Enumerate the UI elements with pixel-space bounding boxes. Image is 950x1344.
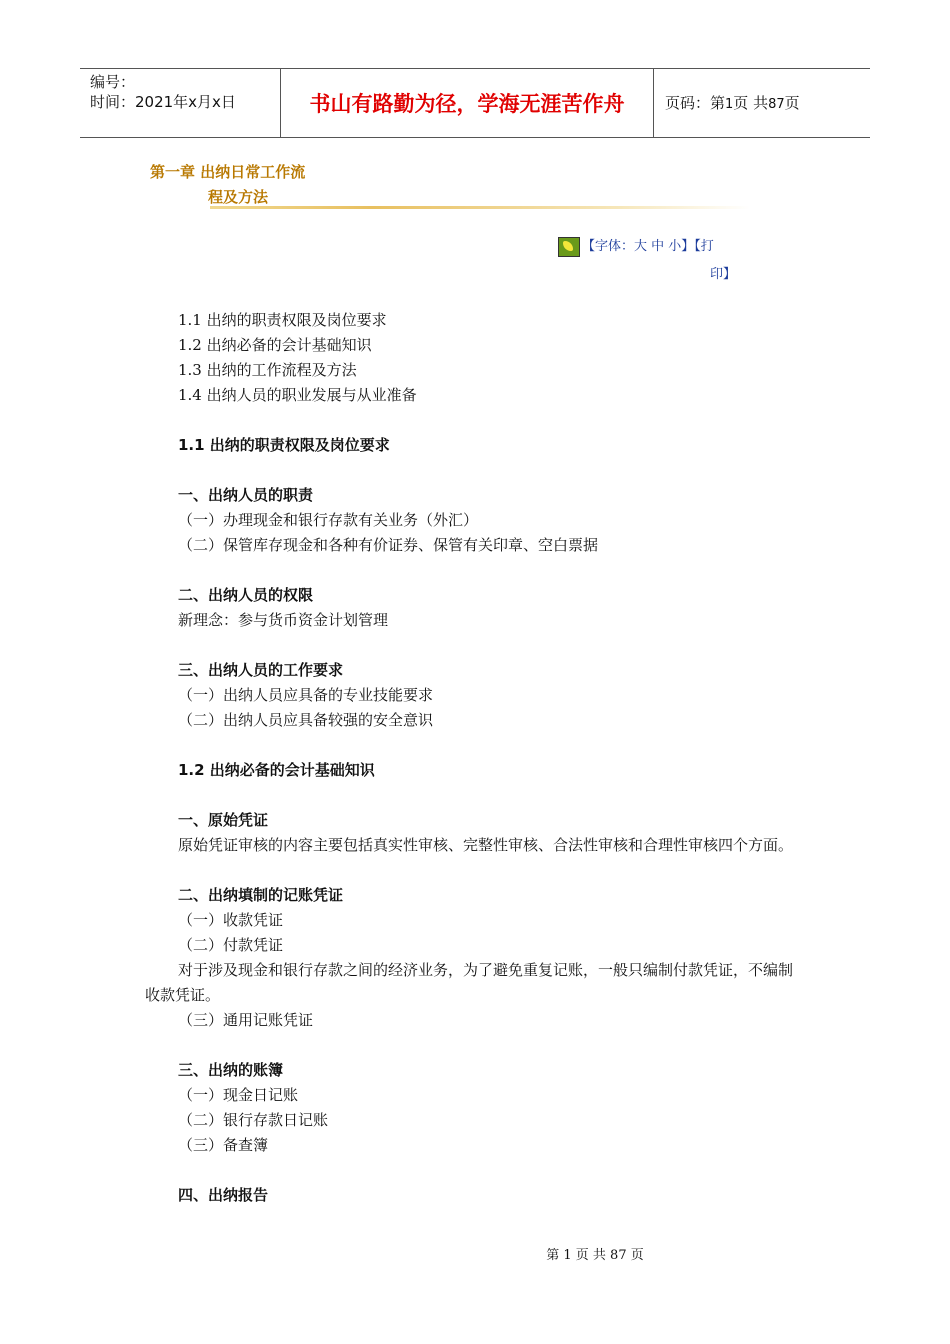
spacer: [145, 783, 805, 808]
paragraph-line: （三）通用记账凭证: [178, 1011, 314, 1029]
section-heading: 四、出纳报告: [178, 1186, 269, 1204]
page-label: 页码：第: [665, 94, 726, 112]
spacer: [145, 458, 805, 483]
spacer: [145, 408, 805, 433]
paragraph-line: （一）收款凭证: [178, 911, 284, 929]
document-body: [145, 308, 805, 1208]
spacer: [145, 558, 805, 583]
font-controls-row2[interactable]: 印】: [710, 267, 737, 282]
section-heading: 二、出纳填制的记账凭证: [178, 886, 344, 904]
paragraph-line: （三）备查簿: [178, 1136, 269, 1154]
section-heading: 二、出纳人员的权限: [178, 586, 314, 604]
paragraph-line: 原始凭证审核的内容主要包括真实性审核、完整性审核、合法性审核和合理性审核四个方面。: [178, 836, 794, 854]
paragraph-line: 1.1 出纳的职责权限及岗位要求: [178, 311, 387, 329]
chapter-title: [150, 160, 305, 210]
spacer: [145, 1158, 805, 1183]
spacer: [145, 633, 805, 658]
section-heading: 三、出纳的账簿: [178, 1061, 284, 1079]
page-mid: 页 共: [733, 94, 769, 112]
page-end: 页: [784, 94, 800, 112]
paragraph-line: 对于涉及现金和银行存款之间的经济业务，为了避免重复记账，一般只编制付款凭证，不编制收款凭证。: [145, 961, 794, 1004]
paragraph-line: 1.2 出纳必备的会计基础知识: [178, 336, 372, 354]
spacer: [145, 1033, 805, 1058]
paragraph-line: （一）办理现金和银行存款有关业务（外汇）: [178, 511, 479, 529]
section-heading: 一、出纳人员的职责: [178, 486, 314, 504]
font-controls-row1[interactable]: 【字体：大 中 小】【打: [582, 239, 714, 254]
paragraph-line: （二）保管库存现金和各种有价证券、保管有关印章、空白票据: [178, 536, 599, 554]
header-page-info: [665, 69, 800, 137]
paragraph-line: （一）出纳人员应具备的专业技能要求: [178, 686, 434, 704]
paragraph-line: （二）出纳人员应具备较强的安全意识: [178, 711, 434, 729]
paragraph-line: （二）付款凭证: [178, 936, 284, 954]
header-motto: 书山有路勤为径，学海无涯苦作舟: [281, 69, 654, 137]
page-header: [80, 68, 870, 138]
page-footer: 第 1 页 共 87 页: [546, 1248, 644, 1263]
spacer: [145, 858, 805, 883]
chapter-divider: [210, 206, 750, 209]
page-number: 1: [725, 97, 734, 112]
section-heading: 三、出纳人员的工作要求: [178, 661, 344, 679]
font-tool-icon[interactable]: [558, 237, 580, 257]
page-total: 87: [768, 97, 785, 112]
chapter-title-line1: 第一章 出纳日常工作流: [150, 163, 306, 181]
number-label: 编号：: [90, 73, 136, 91]
paragraph-line: 1.3 出纳的工作流程及方法: [178, 361, 357, 379]
section-heading: 1.2 出纳必备的会计基础知识: [178, 761, 375, 779]
paragraph-line: 新理念：参与货币资金计划管理: [178, 611, 389, 629]
font-size-controls[interactable]: [558, 233, 748, 289]
chapter-title-line2: 程及方法: [208, 188, 269, 206]
spacer: [145, 733, 805, 758]
section-heading: 1.1 出纳的职责权限及岗位要求: [178, 436, 390, 454]
paragraph-line: （一）现金日记账: [178, 1086, 299, 1104]
time-label: 时间：2021年x月x日: [90, 93, 236, 111]
paragraph-line: （二）银行存款日记账: [178, 1111, 329, 1129]
header-meta: [80, 69, 281, 137]
section-heading: 一、原始凭证: [178, 811, 269, 829]
paragraph-line: 1.4 出纳人员的职业发展与从业准备: [178, 386, 417, 404]
